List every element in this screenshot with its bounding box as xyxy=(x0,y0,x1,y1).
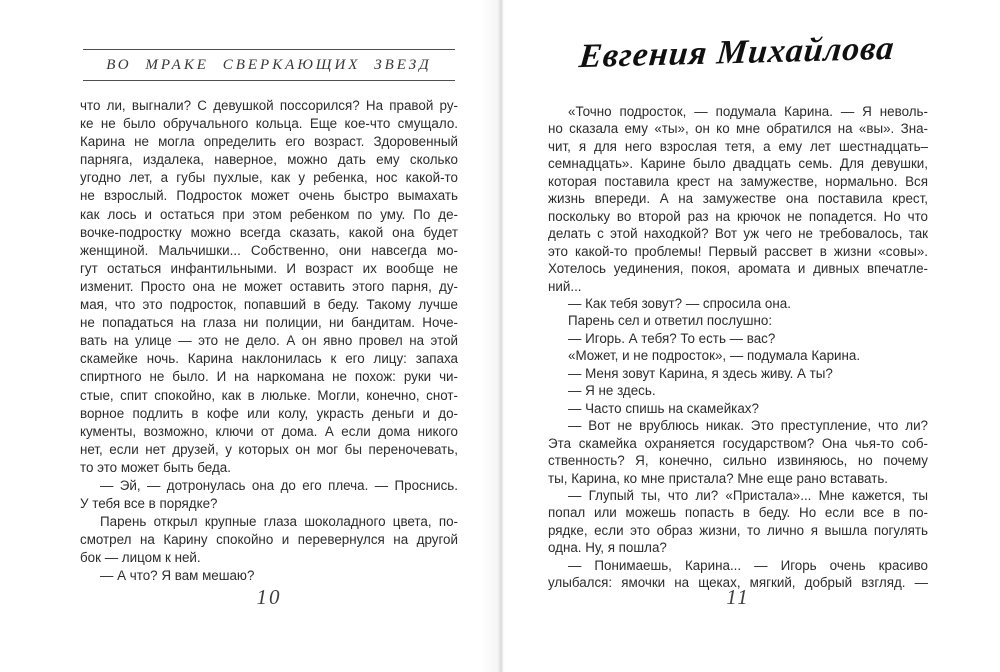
text-line: делать с этой находкой? Вот уж чего не требовалось, так xyxy=(548,226,928,242)
text-line: — Игорь. А тебя? То есть — вас? xyxy=(568,330,776,346)
text-line: жизнь впереди. А на замужестве она поставила крест, xyxy=(548,191,928,207)
text-line: поскольку во второй раз на крючок не попадется. Но что xyxy=(548,208,928,224)
text-line: парняга, издалека, наверное, можно дать ему сколько xyxy=(80,152,458,168)
text-line: Карина не могла определить его возраст. Здоровенный xyxy=(80,134,458,150)
text-line: нет, если нет друзей, у которых он мог бы переночевать, xyxy=(80,441,458,457)
text-line: угодно лет, а губы пухлые, как у ребенка, нос какой-то xyxy=(80,170,458,186)
text-line: но сказала ему «ты», он ко мне обратился на «вы». Зна- xyxy=(548,121,928,137)
text-line: — Эй, — дотронулась она до его плеча. — Проснись. xyxy=(100,477,458,493)
text-line: — А что? Я вам мешаю? xyxy=(100,568,255,584)
text-line: — Глупый ты, что ли? «Пристала»... Мне кажется, ты xyxy=(568,487,928,503)
text-line: скамейке ночь. Карина наклонилась к его лицу: запаха xyxy=(80,351,458,367)
text-line: Парень сел и ответил послушно: xyxy=(568,313,773,329)
text-line: ке не было обручального кольца. Еще кое-что смущало. xyxy=(80,116,458,132)
author-signature: Евгения Михайлова xyxy=(577,29,897,76)
text-line: Парень открыл крупные глаза шоколадного цвета, по- xyxy=(100,514,458,530)
text-line: ворное подлить в кофе или колу, украсть деньги и до- xyxy=(80,405,458,421)
text-line: ний... xyxy=(548,278,582,294)
text-line: стые, спит спокойно, как в люльке. Могли, конечно, снот- xyxy=(80,387,458,403)
text-line: это какой-то проблемы! Первый рассвет в жизни «совы». xyxy=(548,243,928,259)
text-line: вочке-подростку можно всегда сказать, какой она будет xyxy=(80,224,458,240)
text-line: — Как тебя зовут? — спросила она. xyxy=(568,295,791,311)
text-line: одна. Ну, я пошла? xyxy=(548,540,667,556)
right-page-number: 11 xyxy=(726,585,750,609)
text-line: что ли, выгнали? С девушкой поссорился? На правой ру- xyxy=(80,98,458,113)
text-line: — Понимаешь, Карина... — Игорь очень красиво xyxy=(568,557,928,573)
text-line: рядке, если это образ жизни, то лично я вышла погулять xyxy=(548,522,928,538)
text-line: мая, что это подросток, попавший в беду. Такому лучше xyxy=(80,297,458,313)
text-line: гут остаться инфантильными. И возраст их вообще не xyxy=(80,260,458,276)
left-page-text xyxy=(80,97,458,586)
text-line: спиртного не было. И на наркомана не похож: руки чи- xyxy=(80,369,458,385)
text-line: У тебя все в порядке? xyxy=(80,496,218,512)
text-line: ственность? Я, конечно, сильно извиняюсь, но почему xyxy=(548,453,928,469)
right-page-text xyxy=(548,103,928,592)
text-line: вать на улице — это не дело. А он явно провел на этой xyxy=(80,333,458,349)
left-page xyxy=(80,0,458,672)
text-line: смотрел на Карину спокойно и перевернулся на другой xyxy=(80,532,458,548)
text-line: попал или можешь попасть в беду. Но если все в по- xyxy=(548,505,928,521)
page-gutter-shadow xyxy=(481,0,505,672)
text-line: женщиной. Мальчишки... Собственно, они навсегда мо- xyxy=(80,242,458,258)
text-line: не попадаться на глаза ни полиции, ни бандитам. Ноче- xyxy=(80,315,458,331)
left-page-number: 10 xyxy=(256,585,282,609)
text-line: ты, Карина, ко мне пристала? Мне еще рано вставать. xyxy=(548,470,889,486)
text-line: улыбался: ямочки на щеках, мягкий, добрый взгляд. — xyxy=(548,575,928,591)
text-line: как лось и остаться при этом ребенком по уму. По де- xyxy=(80,206,458,222)
text-line: семнадцать». Карине было двадцать семь. Для девушки, xyxy=(548,156,928,172)
text-line: не взрослый. Подросток может очень быстро вымахать xyxy=(80,188,458,204)
text-line: — Вот не врублюсь никак. Это преступление, что ли? xyxy=(568,418,928,434)
text-line: Хотелось уединения, покоя, аромата и дивных впечатле- xyxy=(548,261,928,277)
text-line: которая поставила крест на замужестве, нормально. Вся xyxy=(548,173,928,189)
header-rule-bottom xyxy=(83,80,455,81)
text-line: «Точно подросток, — подумала Карина. — Я неволь- xyxy=(568,104,928,119)
running-head xyxy=(80,0,458,81)
text-line: кументы, возможно, ключи от дома. А если дома никого xyxy=(80,423,458,439)
text-line: чит, я для него взрослая тетя, а ему лет шестнадцать– xyxy=(548,138,928,154)
text-line: — Меня зовут Карина, я здесь живу. А ты? xyxy=(568,365,833,381)
text-line: — Часто спишь на скамейках? xyxy=(568,400,759,416)
text-line: бок — лицом к ней. xyxy=(80,550,201,566)
text-line: «Может, и не подросток», — подумала Карина. xyxy=(568,348,861,364)
right-page xyxy=(548,0,928,672)
text-line: то это может быть беда. xyxy=(80,459,231,475)
text-line: — Я не здесь. xyxy=(568,383,656,399)
running-head-title: ВО МРАКЕ СВЕРКАЮЩИХ ЗВЕЗД xyxy=(106,57,432,73)
text-line: Эта скамейка охраняется государством? Она чья-то соб- xyxy=(548,435,928,451)
text-line: изменит. Просто она не может оставить этого парня, ду- xyxy=(80,278,458,294)
